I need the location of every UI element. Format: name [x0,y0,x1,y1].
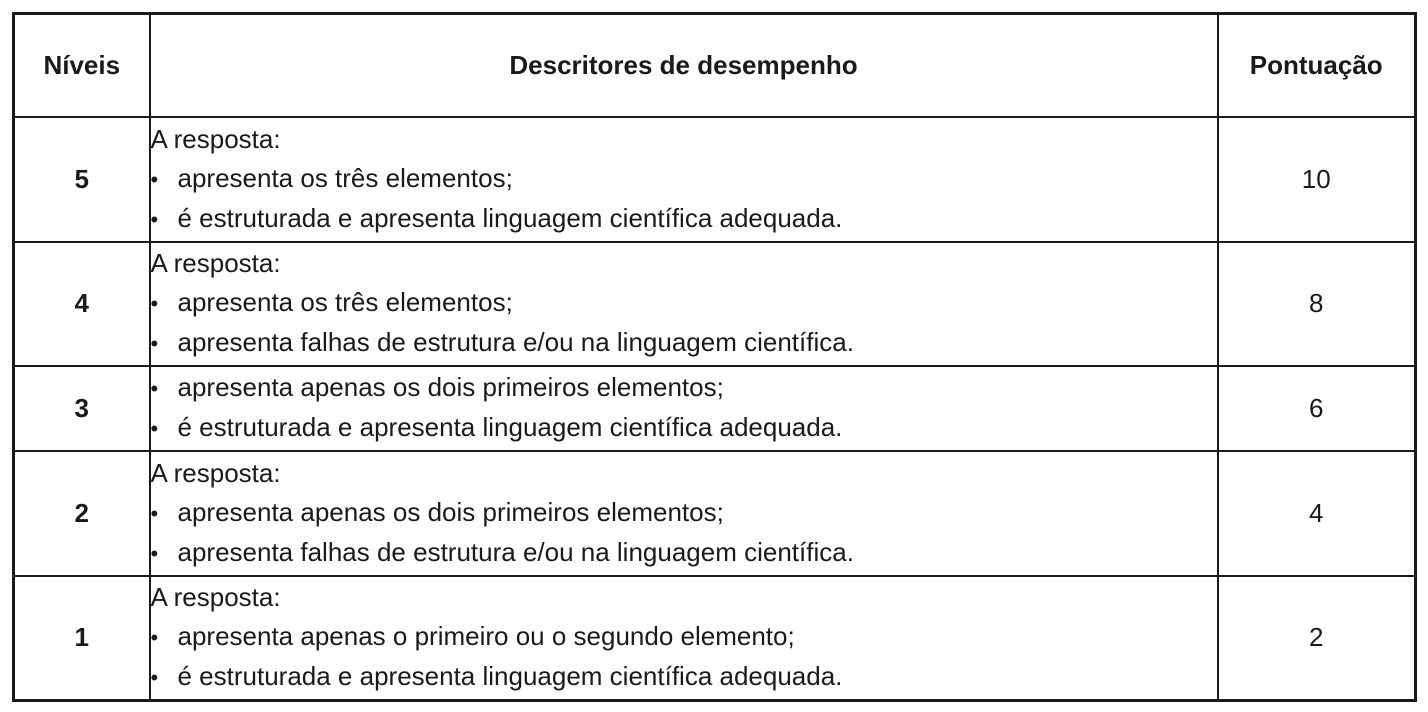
bullet-icon: • [150,625,159,651]
descriptor-item-text: é estruturada e apresenta linguagem científica adequada. [177,412,843,442]
table-row [14,576,1416,701]
descriptor-item [151,533,1217,573]
score-cell: 2 [1218,576,1416,701]
header-levels: Níveis [14,14,150,117]
descriptor-intro: A resposta: [150,582,281,613]
descriptor-item-text: apresenta falhas de estrutura e/ou na linguagem científica. [177,536,854,567]
score-cell: 6 [1218,366,1416,451]
descriptor-intro: A resposta: [150,123,281,154]
descriptor-item [151,493,1217,533]
bullet-icon: • [150,291,159,316]
score-cell: 10 [1218,117,1416,242]
descriptor-item-text: apresenta apenas os dois primeiros elementos; [177,372,724,402]
level-cell: 1 [14,576,150,701]
level-cell: 2 [14,451,150,576]
table-row [14,366,1416,451]
level-cell: 5 [14,117,150,242]
bullet-icon: • [150,331,159,356]
descriptor-item [151,657,1217,697]
header-descriptors: Descritores de desempenho [150,14,1218,117]
descriptor-item [151,159,1217,199]
descriptor-cell [150,451,1218,576]
scoring-rubric-table [12,12,1417,702]
descriptor-item [151,368,1217,408]
descriptor-intro: A resposta: [150,248,281,278]
table-row [14,242,1416,366]
descriptor-item-text: apresenta os três elementos; [177,162,513,193]
descriptor-item-text: é estruturada e apresenta linguagem científica adequada. [177,202,843,233]
score-cell: 4 [1218,451,1416,576]
descriptor-cell [150,366,1218,451]
descriptor-item [151,283,1217,323]
bullet-icon: • [150,206,159,232]
descriptor-item [151,617,1217,657]
level-cell: 4 [14,242,150,366]
descriptor-item-text: apresenta falhas de estrutura e/ou na linguagem científica. [177,327,854,357]
descriptor-item-text: apresenta apenas os dois primeiros elementos; [177,496,724,527]
descriptor-item-text: é estruturada e apresenta linguagem científica adequada. [177,661,843,692]
table-row [14,117,1416,242]
bullet-icon: • [150,376,159,401]
descriptor-intro: A resposta: [150,457,281,488]
descriptor-item [151,408,1217,448]
descriptor-cell [150,117,1218,242]
descriptor-item-text: apresenta os três elementos; [177,287,513,317]
header-score: Pontuação [1218,14,1416,117]
bullet-icon: • [150,416,159,441]
descriptor-item-text: apresenta apenas o primeiro ou o segundo elemento; [177,621,795,652]
header-row [14,14,1416,117]
score-cell: 8 [1218,242,1416,366]
descriptor-cell [150,242,1218,366]
bullet-icon: • [150,166,159,192]
bullet-icon: • [150,540,159,566]
table-row [14,451,1416,576]
descriptor-item [151,323,1217,363]
bullet-icon: • [150,665,159,691]
descriptor-item [151,199,1217,239]
bullet-icon: • [150,500,159,526]
descriptor-cell [150,576,1218,701]
level-cell: 3 [14,366,150,451]
